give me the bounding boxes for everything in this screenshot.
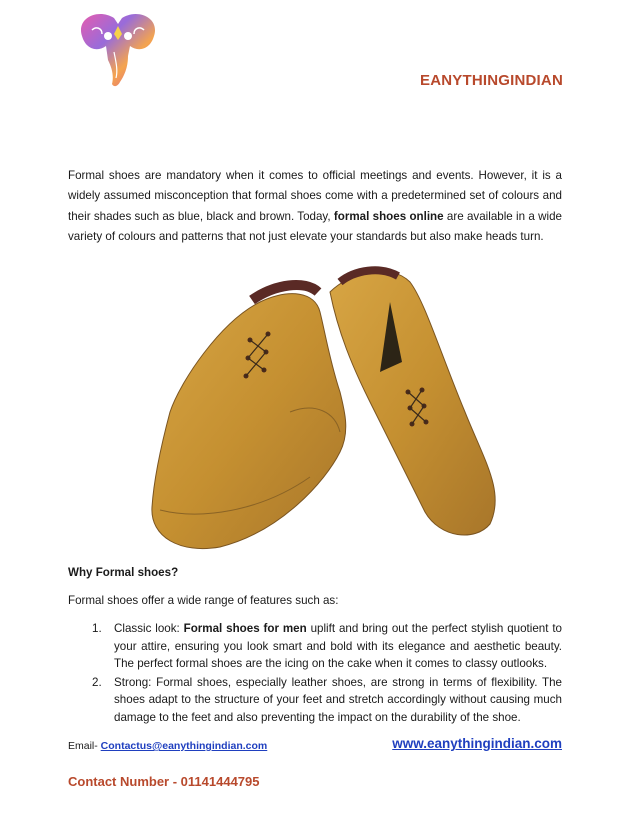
contact-number: Contact Number - 01141444795 [68, 774, 260, 789]
elephant-logo-icon [68, 6, 168, 92]
section-heading: Why Formal shoes? [68, 566, 179, 579]
brand-logo [68, 6, 168, 92]
brand-name: EANYTHINGINDIAN [419, 72, 563, 89]
formal-shoes-image [140, 262, 512, 558]
intro-paragraph: Formal shoes are mandatory when it comes to official meetings and events. However, it is a widely assumed misconception that formal shoes come with a predetermined set of colours and their shades such as blue, black and brown. Today, formal shoes online are available in a wide variety of colours and patterns that not just elevate your standards but also make heads turn. [68, 169, 562, 244]
formal-shoes-online-link[interactable]: formal shoes online [333, 209, 444, 223]
list-item: 1. Classic look: Formal shoes for men uplift and bring out the perfect stylish quotient to your attire, ensuring you look smart and bold with its elegance and aesthetic beauty. The perfect formal shoes are the icing on the cake when it comes to classy outlooks. [92, 622, 563, 671]
footer-email: Email- Contactus@eanythingindian.com [68, 740, 268, 752]
formal-shoes-pair-image [140, 262, 512, 558]
email-link[interactable]: Contactus@eanythingindian.com [100, 740, 268, 752]
features-list [68, 620, 562, 728]
list-item: 2. Strong: Formal shoes, especially leather shoes, are strong in terms of flexibility. The shoes adapt to the structure of your feet and stretch accordingly without causing much damage to the feet and also preventing the impact on the durability of the shoe. [92, 675, 562, 724]
section-lead: Formal shoes offer a wide range of features such as: [68, 594, 339, 607]
website-link[interactable]: www.eanythingindian.com [392, 736, 562, 751]
formal-shoes-for-men-link[interactable]: Formal shoes for men [183, 622, 307, 635]
